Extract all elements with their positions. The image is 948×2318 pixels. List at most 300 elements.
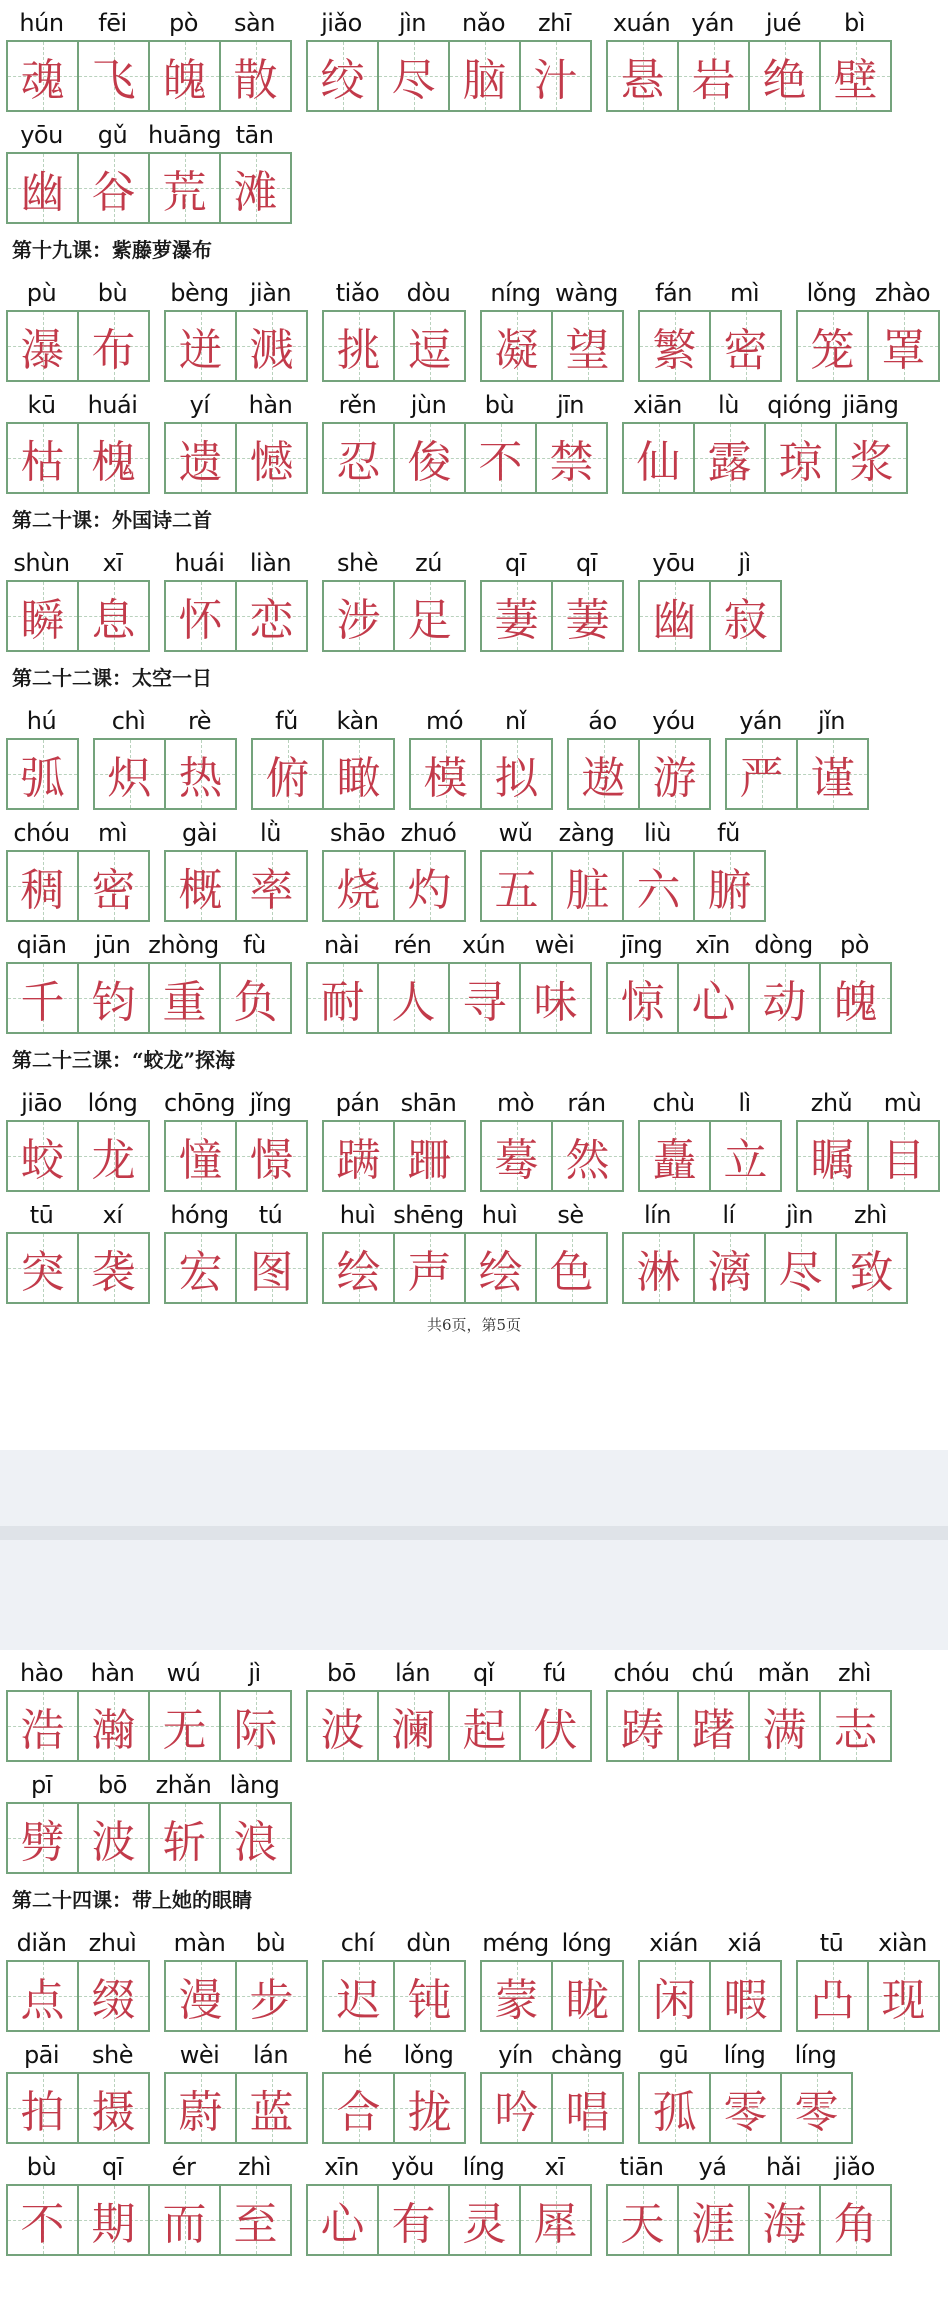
word-row — [6, 0, 948, 112]
tianzige-grid — [6, 1802, 292, 1874]
tianzige-grid — [6, 310, 150, 382]
hanzi-char: 笼 — [810, 325, 855, 376]
hanzi-char: 逗 — [407, 325, 452, 376]
tianzige-grid — [796, 1960, 940, 2032]
hanzi-char: 浩 — [20, 1705, 65, 1756]
hanzi-char: 岩 — [691, 55, 736, 106]
pinyin-syllable: pī — [31, 1771, 52, 1799]
pinyin-line — [322, 2030, 466, 2070]
pinyin-line — [480, 1078, 624, 1118]
pinyin-syllable: lǒng — [403, 2041, 454, 2069]
pinyin-syllable: yí — [189, 391, 210, 419]
lesson-title: 第二十四课：带上她的眼睛 — [12, 1888, 252, 1912]
hanzi-char: 突 — [20, 1247, 65, 1298]
hanzi-char: 瀚 — [91, 1705, 136, 1756]
hanzi-char: 蓝 — [249, 2087, 294, 2138]
tianzige-grid — [6, 850, 150, 922]
char-cell — [535, 1234, 606, 1302]
pinyin-syllable: zhuó — [400, 819, 457, 847]
hanzi-char: 重 — [162, 977, 207, 1028]
pinyin-syllable: bō — [327, 1659, 356, 1687]
char-cell — [482, 2074, 551, 2142]
hanzi-char: 密 — [91, 865, 136, 916]
char-cell — [448, 42, 519, 110]
char-cell — [677, 42, 748, 110]
pinyin-line — [6, 808, 150, 848]
char-cell — [819, 2186, 890, 2254]
pinyin-syllable: pù — [26, 279, 57, 307]
hanzi-char: 蛟 — [20, 1135, 65, 1186]
pinyin-line — [6, 1760, 292, 1800]
char-cell — [308, 1692, 377, 1760]
pinyin-syllable: mì — [97, 819, 128, 847]
char-cell — [482, 1122, 551, 1190]
pinyin-line — [638, 1918, 782, 1958]
pinyin-line — [638, 1078, 782, 1118]
tianzige-grid — [606, 40, 892, 112]
pinyin-syllable: fán — [655, 279, 692, 307]
hanzi-char: 烧 — [336, 865, 381, 916]
lesson-title: 第十九课：紫藤萝瀑布 — [12, 238, 212, 262]
pinyin-syllable: xuán — [612, 9, 671, 37]
hanzi-char: 满 — [762, 1705, 807, 1756]
hanzi-char: 俯 — [265, 753, 310, 804]
vocab-word — [6, 1190, 150, 1304]
char-cell — [235, 582, 306, 650]
hanzi-char: 志 — [833, 1705, 878, 1756]
hanzi-char: 概 — [178, 865, 223, 916]
char-cell — [148, 1692, 219, 1760]
hanzi-char: 露 — [707, 437, 752, 488]
hanzi-char: 模 — [423, 753, 468, 804]
pinyin-syllable: shāo — [329, 819, 386, 847]
vocab-word — [6, 380, 150, 494]
vocab-word — [322, 380, 608, 494]
hanzi-char: 期 — [91, 2199, 136, 2250]
hanzi-char: 拟 — [494, 753, 539, 804]
char-cell — [8, 2074, 77, 2142]
hanzi-char: 荒 — [162, 167, 207, 218]
char-cell — [835, 1234, 906, 1302]
pinyin-syllable: mó — [425, 707, 464, 735]
tianzige-grid — [322, 850, 466, 922]
char-cell — [535, 424, 606, 492]
pinyin-syllable: rán — [567, 1089, 606, 1117]
hanzi-char: 天 — [620, 2199, 665, 2250]
hanzi-char: 斩 — [162, 1817, 207, 1868]
pinyin-syllable: jīn — [556, 391, 585, 419]
char-cell — [324, 1962, 393, 2030]
char-cell — [235, 2074, 306, 2142]
hanzi-char: 袭 — [91, 1247, 136, 1298]
pinyin-syllable: shè — [337, 549, 378, 577]
char-cell — [693, 424, 764, 492]
hanzi-char: 幽 — [652, 595, 697, 646]
hanzi-char: 色 — [549, 1247, 594, 1298]
pinyin-line — [306, 1648, 592, 1688]
hanzi-char: 声 — [407, 1247, 452, 1298]
hanzi-char: 起 — [462, 1705, 507, 1756]
pinyin-line — [164, 2030, 308, 2070]
char-cell — [693, 1234, 764, 1302]
pinyin-syllable: tú — [258, 1201, 283, 1229]
pinyin-line — [6, 920, 292, 960]
tianzige-grid — [306, 962, 592, 1034]
vocab-word — [322, 1918, 466, 2032]
worksheet-page-2 — [0, 1650, 948, 2318]
pinyin-syllable: jǐng — [249, 1089, 292, 1117]
char-cell — [819, 42, 890, 110]
tianzige-grid — [480, 850, 766, 922]
hanzi-char: 图 — [249, 1247, 294, 1298]
pinyin-line — [164, 538, 308, 578]
vocab-word — [638, 538, 782, 652]
char-cell — [411, 740, 480, 808]
char-cell — [867, 1122, 938, 1190]
pinyin-line — [6, 1648, 292, 1688]
pinyin-syllable: yán — [691, 9, 734, 37]
vocab-word — [6, 110, 292, 224]
pinyin-syllable: qǐ — [473, 1659, 494, 1687]
char-cell — [164, 740, 235, 808]
char-cell — [8, 42, 77, 110]
hanzi-char: 灼 — [407, 865, 452, 916]
pinyin-syllable: xī — [544, 2153, 565, 2181]
pinyin-syllable: lóng — [561, 1929, 612, 1957]
hanzi-char: 零 — [723, 2087, 768, 2138]
tianzige-grid — [622, 422, 908, 494]
char-cell — [748, 42, 819, 110]
hanzi-char: 现 — [881, 1975, 926, 2026]
pinyin-line — [622, 380, 908, 420]
char-cell — [324, 424, 393, 492]
tianzige-grid — [6, 1120, 150, 1192]
vocab-word — [306, 1648, 592, 1762]
pinyin-syllable: jiāo — [21, 1089, 62, 1117]
hanzi-char: 钝 — [407, 1975, 452, 2026]
hanzi-char: 动 — [762, 977, 807, 1028]
tianzige-grid — [480, 1960, 624, 2032]
char-cell — [480, 740, 551, 808]
char-cell — [622, 852, 693, 920]
hanzi-char: 吟 — [494, 2087, 539, 2138]
pinyin-syllable: hǎi — [765, 2153, 802, 2181]
char-cell — [640, 2074, 709, 2142]
char-cell — [867, 312, 938, 380]
hanzi-char: 恋 — [249, 595, 294, 646]
hanzi-char: 矗 — [652, 1135, 697, 1186]
hanzi-char: 魄 — [833, 977, 878, 1028]
pinyin-syllable: shān — [400, 1089, 457, 1117]
char-cell — [8, 1234, 77, 1302]
char-cell — [166, 424, 235, 492]
pinyin-syllable: sàn — [234, 9, 275, 37]
char-cell — [77, 1692, 148, 1760]
pinyin-syllable: fēi — [98, 9, 127, 37]
char-cell — [8, 964, 77, 1032]
pinyin-syllable: zhǔ — [810, 1089, 853, 1117]
vocab-word — [796, 1078, 940, 1192]
vocab-word — [796, 1918, 940, 2032]
pinyin-line — [6, 538, 150, 578]
char-cell — [8, 1804, 77, 1872]
hanzi-char: 劈 — [20, 1817, 65, 1868]
pinyin-syllable: lǜ — [260, 819, 281, 847]
pinyin-syllable: dòu — [406, 279, 451, 307]
char-cell — [219, 1692, 290, 1760]
hanzi-char: 飞 — [91, 55, 136, 106]
vocab-word — [164, 2030, 308, 2144]
pinyin-syllable: tiǎo — [335, 279, 380, 307]
pinyin-syllable: dùn — [406, 1929, 451, 1957]
hanzi-char: 踌 — [620, 1705, 665, 1756]
pinyin-syllable: huì — [481, 1201, 518, 1229]
tianzige-grid — [164, 1232, 308, 1304]
char-cell — [867, 1962, 938, 2030]
char-cell — [608, 964, 677, 1032]
hanzi-char: 游 — [652, 753, 697, 804]
char-cell — [819, 1692, 890, 1760]
vocab-word — [6, 538, 150, 652]
hanzi-char: 唱 — [565, 2087, 610, 2138]
hanzi-char: 幽 — [20, 167, 65, 218]
pinyin-syllable: bù — [484, 391, 515, 419]
vocab-word — [638, 1918, 782, 2032]
char-cell — [324, 852, 393, 920]
hanzi-char: 心 — [320, 2199, 365, 2250]
pinyin-syllable: dòng — [754, 931, 813, 959]
tianzige-grid — [480, 2072, 624, 2144]
vocab-word — [6, 2142, 292, 2256]
hanzi-char: 憾 — [249, 437, 294, 488]
pinyin-syllable: jiǎo — [834, 2153, 875, 2181]
pinyin-syllable: pāi — [23, 2041, 60, 2069]
pinyin-line — [306, 2142, 592, 2182]
tianzige-grid — [6, 738, 79, 810]
char-cell — [640, 1122, 709, 1190]
page-divider — [0, 1526, 948, 1540]
pinyin-line — [6, 0, 292, 38]
pinyin-syllable: jì — [248, 1659, 261, 1687]
tianzige-grid — [164, 2072, 308, 2144]
pinyin-syllable: chú — [691, 1659, 734, 1687]
word-row — [6, 112, 948, 224]
word-row — [6, 270, 948, 382]
char-cell — [235, 1962, 306, 2030]
pinyin-syllable: chì — [111, 707, 146, 735]
pinyin-syllable: rěn — [338, 391, 377, 419]
hanzi-char: 灵 — [462, 2199, 507, 2250]
char-cell — [166, 1122, 235, 1190]
pinyin-syllable: yǒu — [391, 2153, 434, 2181]
pinyin-syllable: líng — [723, 2041, 766, 2069]
pinyin-syllable: wèi — [179, 2041, 220, 2069]
char-cell — [798, 1122, 867, 1190]
pinyin-syllable: zhòng — [148, 931, 219, 959]
hanzi-char: 千 — [20, 977, 65, 1028]
word-row — [6, 922, 948, 1034]
hanzi-char: 望 — [565, 325, 610, 376]
tianzige-grid — [622, 1232, 908, 1304]
tianzige-grid — [6, 152, 292, 224]
pinyin-line — [638, 2030, 853, 2070]
hanzi-char: 澜 — [391, 1705, 436, 1756]
char-cell — [166, 1962, 235, 2030]
vocab-word — [93, 696, 237, 810]
pinyin-syllable: lán — [252, 2041, 289, 2069]
char-cell — [780, 2074, 851, 2142]
hanzi-char: 孤 — [652, 2087, 697, 2138]
hanzi-char: 涉 — [336, 595, 381, 646]
tianzige-grid — [306, 2184, 592, 2256]
hanzi-char: 波 — [320, 1705, 365, 1756]
hanzi-char: 不 — [20, 2199, 65, 2250]
vocab-word — [622, 1190, 908, 1304]
hanzi-char: 宏 — [178, 1247, 223, 1298]
char-cell — [77, 1234, 148, 1302]
hanzi-char: 漫 — [178, 1975, 223, 2026]
hanzi-char: 怀 — [178, 595, 223, 646]
char-cell — [77, 424, 148, 492]
lesson-section — [6, 230, 948, 494]
hanzi-char: 迟 — [336, 1975, 381, 2026]
pinyin-line — [6, 110, 292, 150]
pinyin-syllable: yóu — [652, 707, 695, 735]
tianzige-grid — [6, 2184, 292, 2256]
hanzi-char: 炽 — [107, 753, 152, 804]
word-row — [6, 1762, 948, 1874]
hanzi-char: 绘 — [336, 1247, 381, 1298]
pinyin-syllable: mì — [729, 279, 760, 307]
pinyin-line — [606, 920, 892, 960]
tianzige-grid — [6, 1232, 150, 1304]
char-cell — [8, 2186, 77, 2254]
char-cell — [308, 42, 377, 110]
pinyin-syllable: qī — [505, 549, 526, 577]
tianzige-grid — [796, 1120, 940, 1192]
pinyin-line — [93, 696, 237, 736]
word-row — [6, 2032, 948, 2144]
hanzi-char: 迸 — [178, 325, 223, 376]
pinyin-syllable: huái — [87, 391, 138, 419]
pinyin-syllable: yōu — [652, 549, 695, 577]
pinyin-syllable: líng — [462, 2153, 505, 2181]
pinyin-syllable: hú — [26, 707, 57, 735]
pinyin-syllable: lí — [722, 1201, 735, 1229]
tianzige-grid — [6, 580, 150, 652]
tianzige-grid — [164, 580, 308, 652]
vocab-word — [6, 1648, 292, 1762]
tianzige-grid — [322, 1120, 466, 1192]
tianzige-grid — [725, 738, 869, 810]
char-cell — [393, 424, 464, 492]
char-cell — [798, 312, 867, 380]
tianzige-grid — [480, 1120, 624, 1192]
lesson-title: 第二十三课：“蛟龙”探海 — [12, 1048, 236, 1072]
pinyin-syllable: jīng — [620, 931, 663, 959]
char-cell — [608, 42, 677, 110]
pinyin-syllable: mò — [496, 1089, 535, 1117]
hanzi-char: 率 — [249, 865, 294, 916]
lesson-section — [6, 1040, 948, 1304]
pinyin-syllable: lǒng — [806, 279, 857, 307]
pinyin-syllable: zhì — [838, 1659, 871, 1687]
hanzi-char: 枯 — [20, 437, 65, 488]
hanzi-char: 致 — [849, 1247, 894, 1298]
hanzi-char: 脏 — [565, 865, 610, 916]
pinyin-syllable: sè — [557, 1201, 584, 1229]
char-cell — [377, 42, 448, 110]
char-cell — [640, 312, 709, 380]
vocab-word — [164, 1918, 308, 2032]
hanzi-char: 息 — [91, 595, 136, 646]
hanzi-char: 而 — [162, 2199, 207, 2250]
vocab-word — [322, 808, 466, 922]
char-cell — [253, 740, 322, 808]
hanzi-char: 繁 — [652, 325, 697, 376]
hanzi-char: 散 — [233, 55, 278, 106]
hanzi-char: 谨 — [810, 753, 855, 804]
hanzi-char: 俊 — [407, 437, 452, 488]
hanzi-char: 寂 — [723, 595, 768, 646]
char-cell — [748, 1692, 819, 1760]
pinyin-syllable: hàn — [90, 1659, 135, 1687]
tianzige-grid — [322, 1960, 466, 2032]
tianzige-grid — [322, 2072, 466, 2144]
tianzige-grid — [251, 738, 395, 810]
hanzi-char: 汁 — [533, 55, 578, 106]
vocab-word — [6, 0, 292, 112]
pinyin-line — [322, 1918, 466, 1958]
char-cell — [166, 852, 235, 920]
pinyin-syllable: fǔ — [275, 707, 298, 735]
tianzige-grid — [606, 1690, 892, 1762]
hanzi-char: 瞰 — [336, 753, 381, 804]
pinyin-syllable: màn — [173, 1929, 226, 1957]
lesson-section — [6, 658, 948, 1034]
pinyin-syllable: zhào — [874, 279, 931, 307]
char-cell — [77, 1962, 148, 2030]
pinyin-syllable: jùn — [410, 391, 447, 419]
pinyin-syllable: chàng — [551, 2041, 623, 2069]
char-cell — [166, 312, 235, 380]
hanzi-char: 蒙 — [494, 1975, 539, 2026]
pinyin-line — [251, 696, 395, 736]
pinyin-syllable: zàng — [558, 819, 615, 847]
char-cell — [519, 2186, 590, 2254]
pinyin-line — [6, 380, 150, 420]
hanzi-char: 龙 — [91, 1135, 136, 1186]
tianzige-grid — [6, 422, 150, 494]
pinyin-syllable: nài — [323, 931, 360, 959]
char-cell — [77, 1804, 148, 1872]
pinyin-line — [164, 268, 308, 308]
hanzi-char: 跚 — [407, 1135, 452, 1186]
char-cell — [482, 852, 551, 920]
char-cell — [322, 740, 393, 808]
pinyin-syllable: shè — [92, 2041, 133, 2069]
char-cell — [393, 1122, 464, 1190]
char-cell — [464, 1234, 535, 1302]
pinyin-syllable: yá — [698, 2153, 727, 2181]
pinyin-syllable: áo — [588, 707, 617, 735]
pinyin-syllable: lù — [718, 391, 739, 419]
vocab-word — [638, 1078, 782, 1192]
char-cell — [677, 964, 748, 1032]
char-cell — [482, 312, 551, 380]
char-cell — [308, 964, 377, 1032]
lesson-title: 第二十课：外国诗二首 — [12, 508, 212, 532]
